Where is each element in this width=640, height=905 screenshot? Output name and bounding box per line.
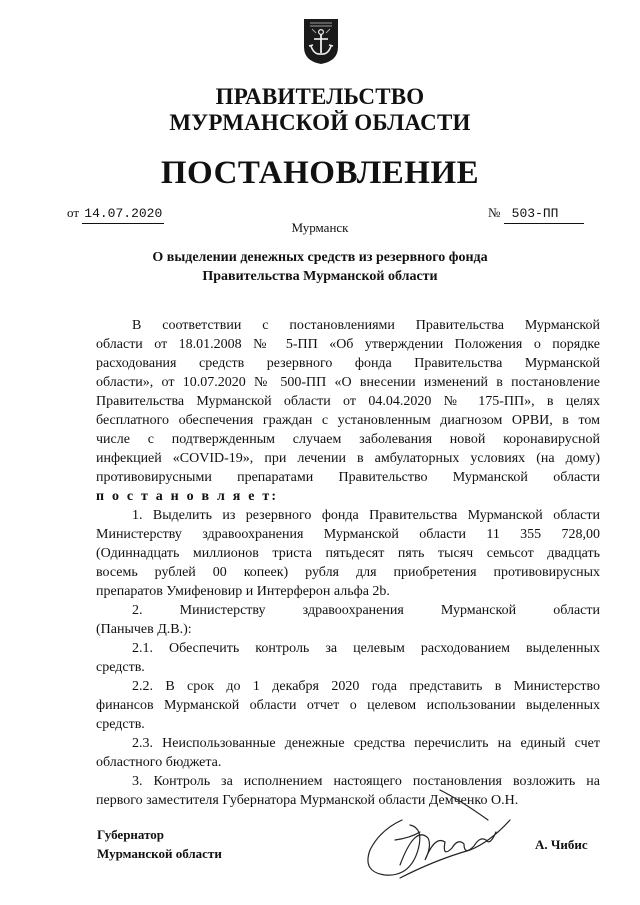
number-value: 503-ПП	[504, 205, 584, 224]
handwritten-signature-image	[340, 780, 515, 895]
body-line: 2.2. В срок до 1 декабря 2020 года представить в Министерство	[132, 679, 600, 694]
number-prefix: №	[488, 205, 501, 220]
body-line: Правительства Мурманской области от 04.04.2020 № 175-ПП», в целях	[96, 394, 600, 409]
body-line: числе с подтвержденным случаем заболевания новой коронавирусной	[96, 432, 600, 447]
subject-line1: О выделении денежных средств из резервного фонда	[152, 250, 488, 265]
government-title-line1: ПРАВИТЕЛЬСТВО	[215, 84, 425, 109]
body-line: противовирусными препаратами Правительство Мурманской области	[96, 470, 600, 485]
body-line: Министерству здравоохранения Мурманской области 11 355 728,00	[96, 527, 600, 542]
body-line: области от 18.01.2008 № 5-ПП «Об утверждении Положения о порядке	[96, 337, 600, 352]
subject-line2: Правительства Мурманской области	[202, 269, 438, 284]
body-line: (Одиннадцать миллионов триста пятьдесят пять тысяч семьсот двадцать	[96, 546, 600, 561]
coat-of-arms-icon	[302, 17, 340, 65]
body-line: первого заместителя Губернатора Мурманской области Демченко О.Н.	[96, 793, 519, 808]
body-line: средств.	[96, 717, 145, 732]
body-line: восемь рублей 00 копеек) рубля для приобретения противовирусных	[96, 565, 600, 580]
government-title-line2: МУРМАНСКОЙ ОБЛАСТИ	[169, 110, 471, 135]
document-type-title: ПОСТАНОВЛЕНИЕ	[160, 155, 480, 191]
body-line-decree: п о с т а н о в л я е т:	[96, 489, 279, 504]
body-line: средств.	[96, 660, 145, 675]
date-value: 14.07.2020	[82, 205, 164, 224]
body-line: (Панычев Д.В.):	[96, 622, 192, 637]
body-line: 2. Министерству здравоохранения Мурманской области	[132, 603, 600, 618]
body-line: инфекцией «COVID-19», при лечении в амбулаторных условиях (на дому)	[96, 451, 600, 466]
body-line: В соответствии с постановлениями Правительства Мурманской	[132, 318, 600, 333]
body-line: бесплатного обеспечения граждан с установленным диагнозом ОРВИ, в том	[96, 413, 600, 428]
signatory-name: А. Чибис	[535, 837, 588, 852]
document-city: Мурманск	[291, 220, 349, 235]
body-line: 3. Контроль за исполнением настоящего постановления возложить на	[132, 774, 600, 789]
body-line: 2.3. Неиспользованные денежные средства перечислить на единый счет	[132, 736, 600, 751]
body-line: препаратов Умифеновир и Интерферон альфа 2b.	[96, 584, 390, 599]
signatory-title-line1: Губернатор	[97, 827, 165, 842]
body-line: 1. Выделить из резервного фонда Правительства Мурманской области	[132, 508, 600, 523]
signatory-title-line2: Мурманской области	[97, 846, 222, 861]
date-prefix: от	[67, 205, 80, 220]
body-line: расходования средств резервного фонда Правительства Мурманской	[96, 356, 600, 371]
body-line: 2.1. Обеспечить контроль за целевым расходованием выделенных	[132, 641, 600, 656]
body-line: финансов Мурманской области отчет о целевом использовании выделенных	[96, 698, 600, 713]
body-line: области», от 10.07.2020 № 500-ПП «О внесении изменений в постановление	[96, 375, 600, 390]
body-line: областного бюджета.	[96, 755, 222, 770]
